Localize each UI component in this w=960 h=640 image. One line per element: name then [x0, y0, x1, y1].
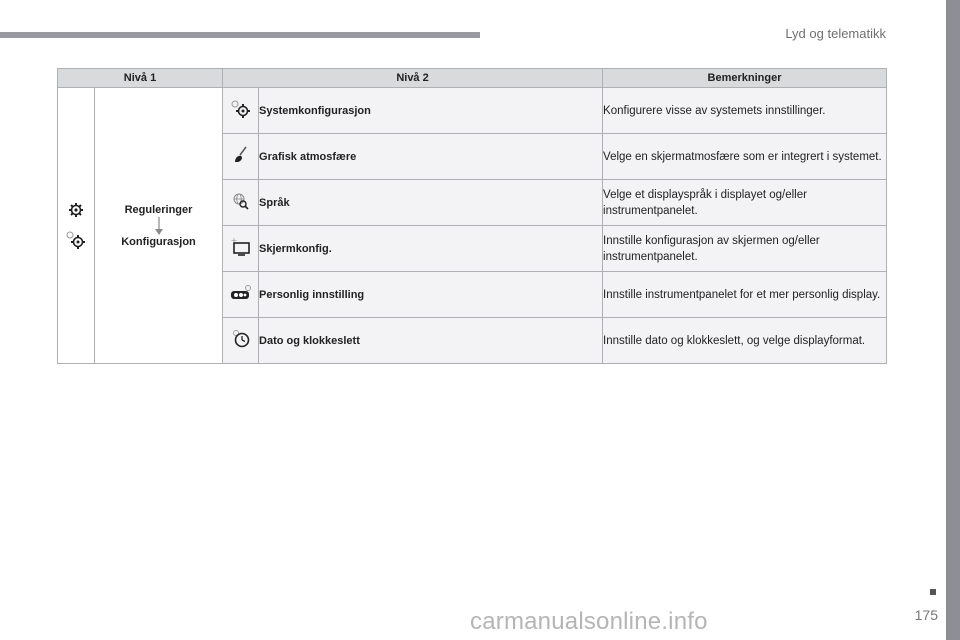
header-bar — [0, 32, 480, 38]
arrow-down-icon — [154, 216, 164, 236]
settings-gear-icon — [68, 202, 84, 218]
level2-icon-cell — [223, 226, 259, 272]
settings-gears-icon — [230, 99, 252, 119]
level2-label: Grafisk atmosfære — [259, 134, 603, 180]
table-row — [58, 88, 887, 134]
watermark: carmanualsonline.info — [470, 608, 708, 635]
level2-label: Personlig innstilling — [259, 272, 603, 318]
level1-label-konfigurasjon: Konfigurasjon — [121, 235, 196, 248]
remark-text: Velge en skjermatmosfære som er integrert i systemet. — [603, 134, 887, 180]
language-globe-icon — [231, 191, 251, 211]
level2-label: Dato og klokkeslett — [259, 318, 603, 364]
paintbrush-icon — [231, 145, 251, 165]
screen-settings-icon — [230, 237, 252, 257]
page-number: 175 — [914, 607, 938, 623]
clock-icon — [231, 329, 251, 349]
settings-menu-table — [57, 68, 887, 364]
level2-label: Skjermkonfig. — [259, 226, 603, 272]
level2-icon-cell — [223, 318, 259, 364]
level2-icon-cell — [223, 88, 259, 134]
level1-icon-cell — [58, 88, 95, 364]
remark-text: Konfigurere visse av systemets innstillinger. — [603, 88, 887, 134]
settings-gears-icon — [65, 230, 87, 250]
remark-text: Innstille dato og klokkeslett, og velge displayformat. — [603, 318, 887, 364]
instrument-panel-icon — [229, 283, 253, 303]
level2-label: Språk — [259, 180, 603, 226]
level2-icon-cell — [223, 180, 259, 226]
section-title: Lyd og telematikk — [785, 26, 886, 41]
level2-label: Systemkonfigurasjon — [259, 88, 603, 134]
remark-text: Innstille instrumentpanelet for et mer personlig display. — [603, 272, 887, 318]
column-header-remarks: Bemerkninger — [603, 69, 887, 88]
page-marker — [930, 589, 936, 595]
remark-text: Velge et displayspråk i displayet og/eller instrumentpanelet. — [603, 180, 887, 226]
column-header-level2: Nivå 2 — [223, 69, 603, 88]
level2-icon-cell — [223, 272, 259, 318]
level2-icon-cell — [223, 134, 259, 180]
level1-label-cell — [95, 88, 223, 364]
page-edge-strip — [946, 0, 960, 640]
level1-label-reguleringer: Reguleringer — [124, 203, 193, 216]
remark-text: Innstille konfigurasjon av skjermen og/eller instrumentpanelet. — [603, 226, 887, 272]
column-header-level1: Nivå 1 — [58, 69, 223, 88]
